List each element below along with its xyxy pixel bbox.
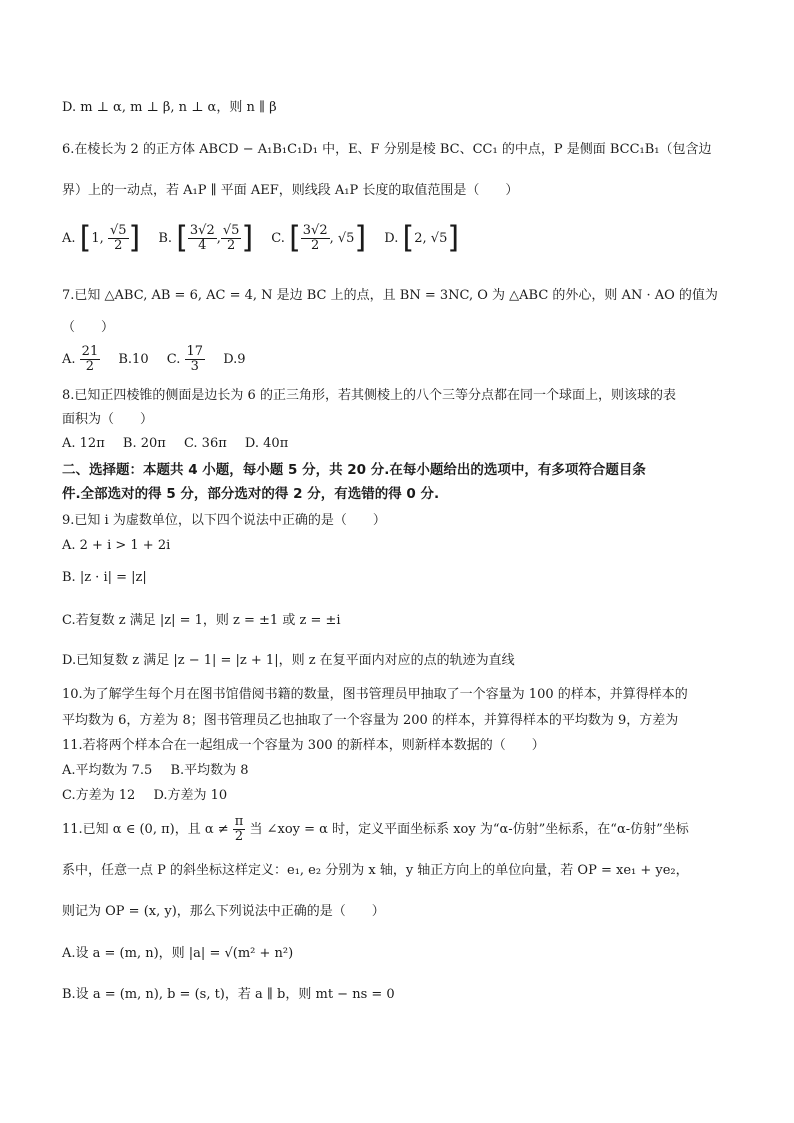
q7-options (62, 342, 260, 379)
q10-option-c: C.方差为 12 (62, 788, 136, 803)
q6-option-c-fraction: $\frac{3√2}{2}$ (302, 223, 328, 253)
q7-stem-line2: （ ） (62, 320, 115, 335)
q9-option-d: D.已知复数 z 满足 |z − 1| = |z + 1|，则 z 在复平面内对应的点的轨迹为直线 (62, 653, 515, 668)
q10-options-row2 (62, 787, 241, 806)
q7-option-a-fraction: $\frac{21}{2}$ (81, 344, 99, 374)
q10-stem-line2: 平均数为 6，方差为 8；图书管理员乙也抽取了一个容量为 200 的样本，并算得样本的平均数为 9，方差为 (62, 713, 679, 728)
q6-option-a-left: 1, (91, 231, 104, 246)
q6-option-d-value: 2, √5 (414, 231, 448, 246)
q6-option-d-label: D. (384, 231, 399, 246)
q8-option-b: B. 20π (122, 436, 166, 451)
q11-stem-line3: 则记为 OP = (x, y)，那么下列说法中正确的是（ ） (62, 904, 385, 919)
q6-option-b: B. [ $\frac{3√2}{4}$ , $\frac{√5}{2}$ ] (158, 220, 254, 256)
q8-option-a: A. 12π (62, 436, 105, 451)
q8-stem-line1: 8.已知正四棱锥的侧面是边长为 6 的正三角形，若其侧棱上的八个三等分点都在同一个球面上，则该球的表 (62, 388, 676, 403)
q9-option-a: A. 2 + i > 1 + 2i (62, 538, 171, 553)
section2-heading-line1: 二、选择题：本题共 4 小题，每小题 5 分，共 20 分.在每小题给出的选项中，有多项符合题目条 (62, 462, 646, 478)
q9-option-c: C.若复数 z 满足 |z| = 1，则 z = ±1 或 z = ±i (62, 613, 341, 628)
q6-option-c-label: C. (271, 231, 285, 246)
q6-stem-line1: 6.在棱长为 2 的正方体 ABCD − A₁B₁C₁D₁ 中，E、F 分别是棱 BC、CC₁ 的中点，P 是侧面 BCC₁B₁（包含边 (62, 142, 712, 157)
q11-stem-line2: 系中，任意一点 P 的斜坐标这样定义：e₁, e₂ 分别为 x 轴，y 轴正方向上的单位向量，若 OP = xe₁ + ye₂， (62, 863, 689, 878)
q11-option-b: B.设 a = (m, n), b = (s, t)，若 a ∥ b，则 mt − ns = 0 (62, 987, 395, 1002)
q11-pi-half-fraction: $\frac{\pi}{2}$ (234, 814, 244, 844)
q6-option-a-label: A. (62, 231, 76, 246)
q6-option-a: A. [1, $\frac{√5}{2}$ ] (62, 220, 141, 256)
q10-stem-line1: 10.为了解学生每个月在图书馆借阅书籍的数量，图书管理员甲抽取了一个容量为 100 的样本，并算得样本的 (62, 687, 688, 702)
q8-option-c: C. 36π (183, 436, 227, 451)
q6-options (62, 218, 473, 261)
q7-option-c-fraction: $\frac{17}{3}$ (186, 344, 204, 374)
q10-option-b: B.平均数为 8 (170, 763, 249, 778)
q11-stem-part-a: 11.已知 α ∈ (0, π)，且 α ≠ (62, 822, 229, 837)
q10-option-d: D.方差为 10 (153, 788, 228, 803)
q6-option-d: D. [2, √5] (384, 220, 460, 256)
q7-option-b: B.10 (118, 352, 149, 367)
q5-option-d: D. m ⊥ α, m ⊥ β, n ⊥ α，则 n ∥ β (62, 100, 277, 115)
q7-option-c: C. $\frac{17}{3}$ (166, 344, 204, 374)
q9-option-b: B. |z · i| = |z| (62, 570, 147, 585)
q7-stem-line1: 7.已知 △ABC, AB = 6, AC = 4, N 是边 BC 上的点，且 BN = 3NC, O 为 △ABC 的外心，则 AN · AO 的值为 (62, 288, 718, 303)
q6-option-a-fraction: $\frac{√5}{2}$ (109, 223, 127, 253)
q6-option-b-label: B. (158, 231, 173, 246)
q6-option-c-right: , √5 (329, 231, 355, 246)
q11-option-a: A.设 a = (m, n)，则 |a| = √(m² + n²) (62, 946, 294, 961)
section2-heading-line2: 件.全部选对的得 5 分，部分选对的得 2 分，有选错的得 0 分. (62, 486, 440, 502)
q8-stem-line2: 面积为（ ） (62, 412, 154, 427)
q6-option-b-fraction2: $\frac{√5}{2}$ (222, 223, 240, 253)
q10-option-a: A.平均数为 7.5 (62, 763, 153, 778)
q6-option-b-fraction1: $\frac{3√2}{4}$ (189, 223, 215, 253)
q6-option-c: C. [ $\frac{3√2}{2}$ , √5] (271, 220, 367, 256)
q8-option-d: D. 40π (244, 436, 289, 451)
q11-stem-line1 (62, 812, 689, 848)
q8-options (62, 435, 302, 454)
q7-option-a: A. $\frac{21}{2}$ (62, 344, 99, 374)
q10-stem-line3: 11.若将两个样本合在一起组成一个容量为 300 的新样本，则新样本数据的（ ） (62, 738, 545, 753)
q7-option-d: D.9 (223, 352, 246, 367)
q6-stem-line2: 界）上的一动点，若 A₁P ∥ 平面 AEF，则线段 A₁P 长度的取值范围是（ ） (62, 183, 519, 198)
q9-stem: 9.已知 i 为虚数单位，以下四个说法中正确的是（ ） (62, 513, 386, 528)
q10-options-row1 (62, 762, 263, 781)
q11-stem-part-b: 当 ∠xoy = α 时，定义平面坐标系 xoy 为“α-仿射”坐标系，在“α-仿射”坐标 (249, 822, 689, 837)
